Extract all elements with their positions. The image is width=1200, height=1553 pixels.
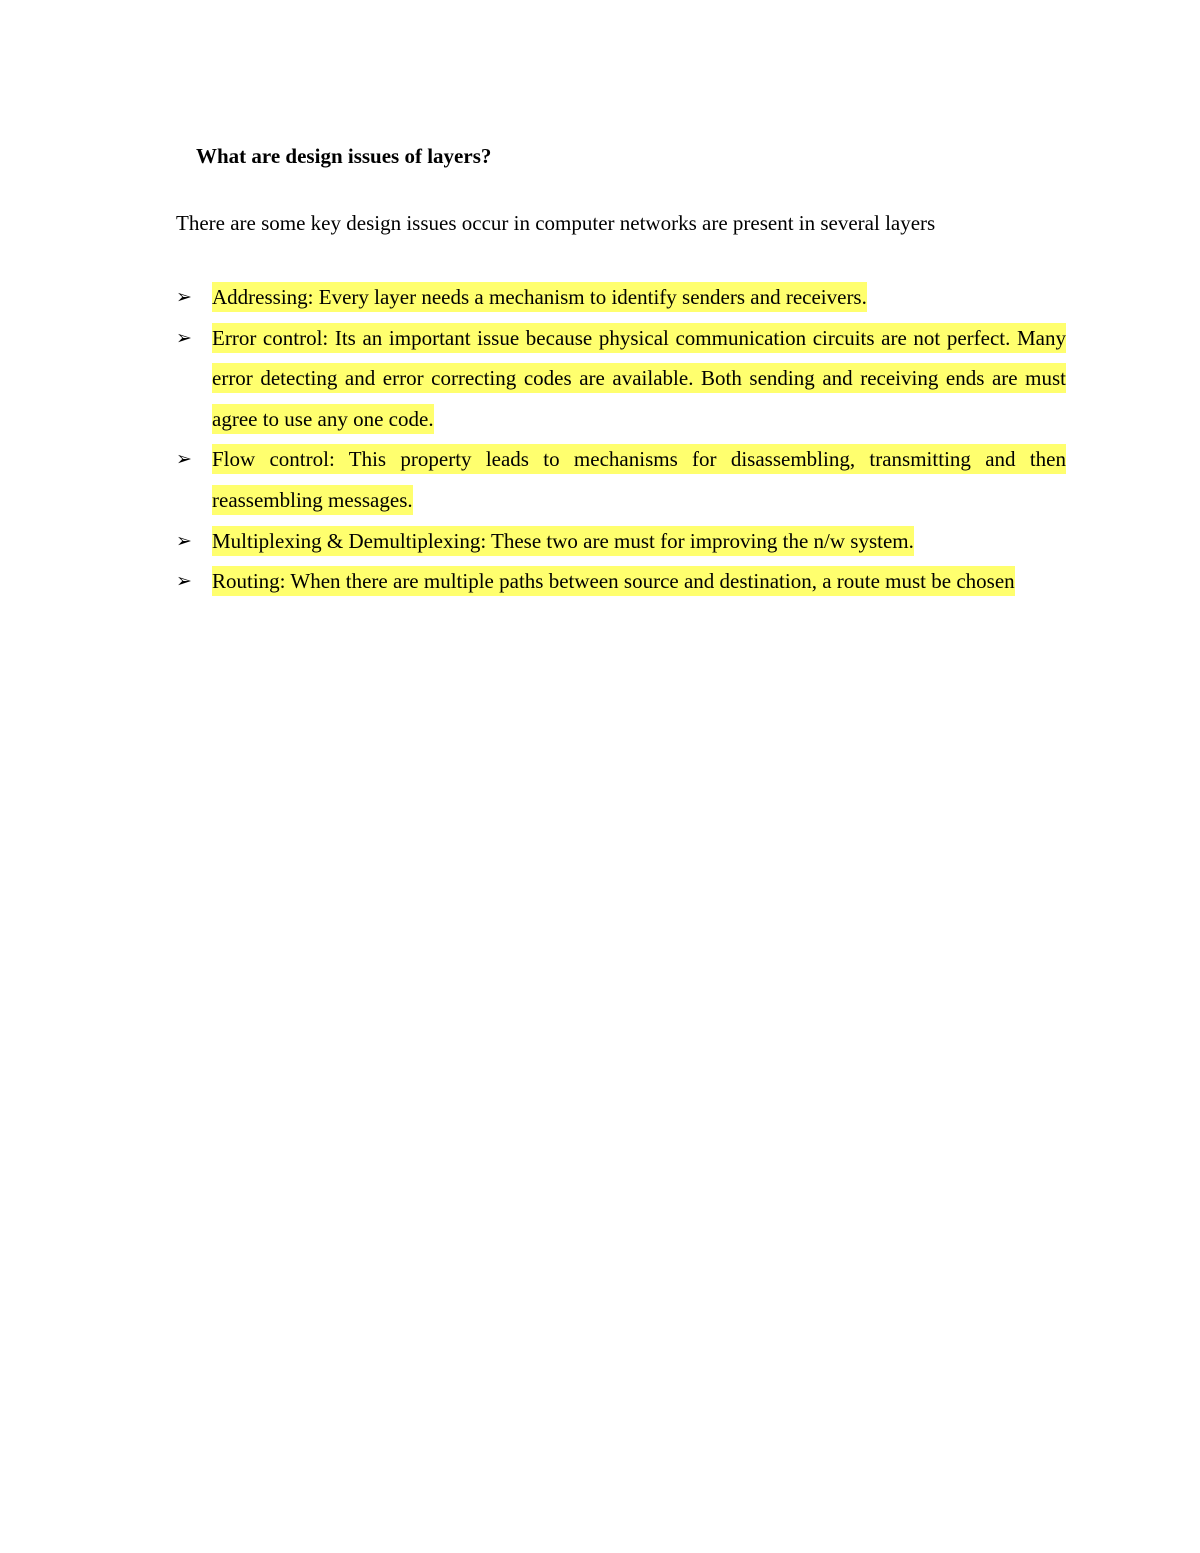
list-item-text: Flow control: This property leads to mechanisms for disassembling, transmitting and then reassembling messages. [212, 444, 1066, 515]
list-item-text: Multiplexing & Demultiplexing: These two are must for improving the n/w system. [212, 526, 914, 556]
arrow-bullet-icon: ➢ [176, 448, 192, 471]
list-item-routing [176, 561, 1066, 602]
list-item-error-control [176, 318, 1066, 440]
list-item-text: Error control: Its an important issue because physical communication circuits are not perfect. Many error detecting and error correcting codes are available. Both sending and receiving ends are must agree to use any one code. [212, 323, 1066, 434]
arrow-bullet-icon: ➢ [176, 286, 192, 308]
list-item-multiplexing [176, 521, 1066, 562]
list-item-addressing [176, 277, 1066, 318]
intro-paragraph: There are some key design issues occur in computer networks are present in several layers [176, 211, 936, 235]
design-issues-list [176, 277, 1066, 602]
page-title: What are design issues of layers? [196, 144, 492, 168]
arrow-bullet-icon: ➢ [176, 529, 192, 552]
list-item-text: Routing: When there are multiple paths between source and destination, a route must be chosen [212, 566, 1015, 596]
list-item-text: Addressing: Every layer needs a mechanism to identify senders and receivers. [212, 282, 867, 312]
arrow-bullet-icon: ➢ [176, 570, 192, 593]
arrow-bullet-icon: ➢ [176, 326, 192, 349]
list-item-flow-control [176, 439, 1066, 520]
